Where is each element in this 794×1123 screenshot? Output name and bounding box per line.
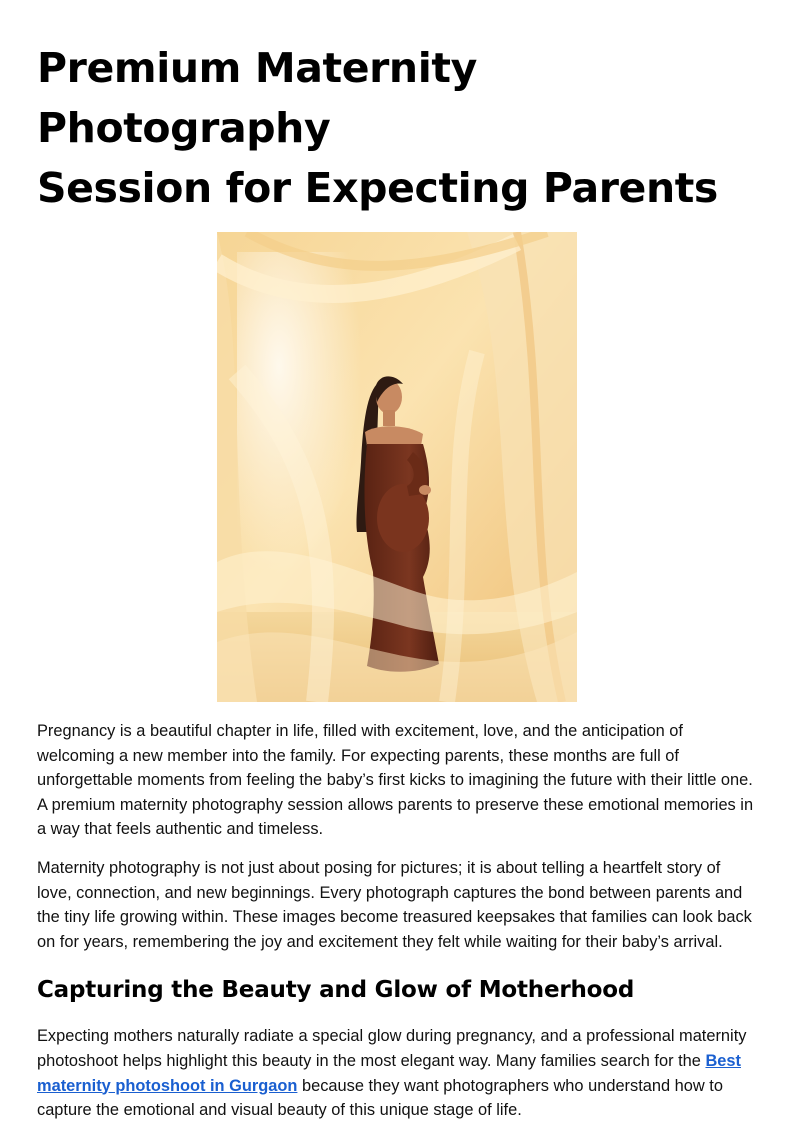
article <box>37 38 757 1123</box>
woman-neck <box>383 410 395 426</box>
section-heading: Capturing the Beauty and Glow of Motherhood <box>37 977 635 1004</box>
page-title <box>37 38 757 218</box>
woman-dress <box>365 444 439 672</box>
page-title-line-2: Session for Expecting Parents <box>37 164 718 212</box>
glow-paragraph-text-before: Expecting mothers naturally radiate a special glow during pregnancy, and a professional maternity photoshoot helps highlight this beauty in the most elegant way. Many families search for the <box>37 1027 747 1070</box>
page-title-line-1: Premium Maternity Photography <box>37 44 477 152</box>
woman-hand <box>419 485 431 495</box>
best-maternity-photoshoot-link[interactable]: Best maternity photoshoot in Gurgaon <box>37 1051 741 1095</box>
glow-paragraph-text-after: because they want photographers who understand how to capture the emotional and visual beauty of this unique stage of life. <box>37 1076 723 1120</box>
story-paragraph: Maternity photography is not just about posing for pictures; it is about telling a heartfelt story of love, connection, and new beginnings. Every photograph captures the bond between parents and the tiny life growing within. These images become treasured keepsakes that families can look back on for years, remembering the joy and excitement they felt while waiting for their baby’s arrival. <box>37 858 752 951</box>
hero-image-container <box>37 232 757 702</box>
maternity-photo <box>217 232 577 702</box>
intro-paragraph: Pregnancy is a beautiful chapter in life, filled with excitement, love, and the anticipation of welcoming a new member into the family. For expecting parents, these months are full of unforgettable moments from feeling the baby’s first kicks to imagining the future with their little one. A premium maternity photography session allows parents to preserve these emotional memories in a way that feels authentic and timeless. <box>37 722 754 839</box>
glow-paragraph <box>37 1024 757 1122</box>
